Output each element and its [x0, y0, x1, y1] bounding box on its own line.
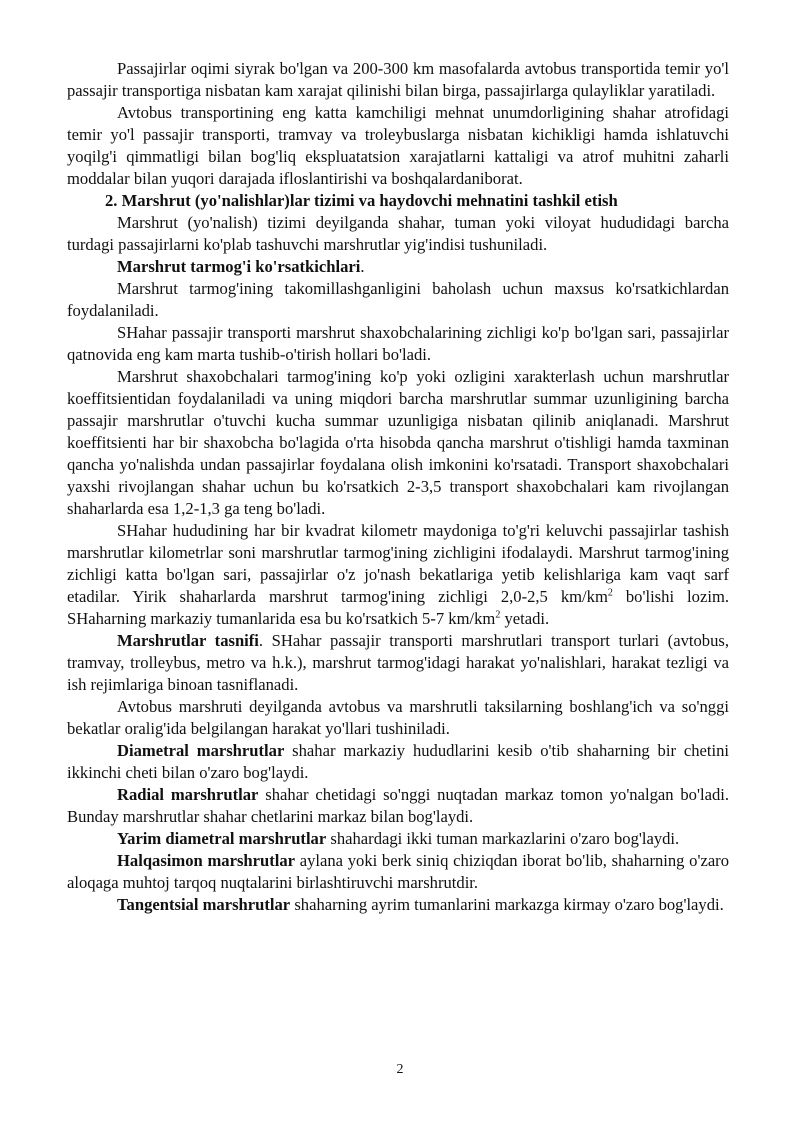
- paragraph-route-coefficient: Marshrut shaxobchalari tarmog'ining ko'p yoki ozligini xarakterlash uchun marshrutlar koeffitsientidan foydalaniladi va uning miqdori barcha marshrutlar summar uzunligining barcha passajir marshrutlar o'tuvchi kucha summar uzunligiga nisbatan qilinib aniqlanadi. Marshrut koeffitsienti har bir shaxobcha bo'lagida o'rta hisobda qancha marshrut o'tishligi hamda taxminan qancha yo'nalishda undan passajirlar foydalana olish imkonini ko'rsatadi. Transport shaxobchalari yaxshi rivojlangan shahar uchun bu ko'rsatkich 2-3,5 transport shaxobchalari kam rivojlangan shaharlarda esa 1,2-1,3 ga teng bo'ladi.: [67, 367, 729, 518]
- paragraph-semi-diametral-routes: Yarim diametral marshrutlar shahardagi ikki tuman markazlarini o'zaro bog'laydi.: [117, 829, 680, 848]
- term-radial-routes: Radial marshrutlar: [117, 785, 259, 804]
- paragraph-bus-drawbacks: Avtobus transportining eng katta kamchiligi mehnat unumdorligining shahar atrofidagi temir yo'l passajir transporti, tramvay va troleybuslarga nisbatan kichikligi hamda ishlatuvchi yoqilg'i qimmatligi bilan bog'liq ekspluatatsion xarajatlarni kattaligi va atrof muhitni zaharli moddalar bilan yuqori darajada ifloslantirishi va boshqalardaniborat.: [67, 103, 729, 188]
- paragraph-bus-route-definition: Avtobus marshruti deyilganda avtobus va marshrutli taksilarning boshlang'ich va so'nggi bekatlar oralig'ida belgilangan harakat yo'llari tushiniladi.: [67, 697, 729, 738]
- paragraph-tangential-routes: Tangentsial marshrutlar shaharning ayrim tumanlarini markazga kirmay o'zaro bog'laydi.: [117, 895, 724, 914]
- section-heading: 2. Marshrut (yo'nalishlar)lar tizimi va haydovchi mehnatini tashkil etish: [105, 191, 618, 210]
- paragraph-radial-routes: Radial marshrutlar shahar chetidagi so'nggi nuqtadan markaz tomon yo'nalgan bo'ladi. Bunday marshrutlar shahar chetlarini markaz bilan bog'laydi.: [67, 785, 729, 826]
- superscript-2: 2: [607, 587, 613, 599]
- document-page: [67, 58, 729, 916]
- paragraph-density-transfers: SHahar passajir transporti marshrut shaxobchalarining zichligi ko'p bo'lgan sari, passajirlar qatnovida eng kam marta tushib-o'tirish hollari bo'ladi.: [67, 323, 729, 364]
- term-tangential-routes: Tangentsial marshrutlar: [117, 895, 291, 914]
- subheading-route-classification: Marshrutlar tasnifi: [117, 631, 259, 650]
- paragraph-network-density: SHahar hududining har bir kvadrat kilometr maydoniga to'g'ri keluvchi passajirlar tashish marshrutlar kilometrlar soni marshrutlar tarmog'ining zichligini ifodalaydi. Marshrut tarmog'ining zichligi katta bo'lgan sari, passajirlar o'z jo'nash bekatlariga yetib kelishlariga kam vaqt sarf etadilar. Yirik shaharlarda marshrut tarmog'ining zichligi 2,0-2,5 $km/km^2$ bo'lishi lozim. SHaharning markaziy tumanlarida esa bu ko'rsatkich 5-7 $km/km^2$ yetadi.: [67, 521, 729, 628]
- paragraph-route-system: Marshrut (yo'nalish) tizimi deyilganda shahar, tuman yoki viloyat hududidagi barcha turdagi passajirlarni ko'plab tashuvchi marshrutlar yig'indisi tushuniladi.: [67, 213, 729, 254]
- paragraph-bus-advantages: Passajirlar oqimi siyrak bo'lgan va 200-300 km masofalarda avtobus transportida temir yo'l passajir transportiga nisbatan kam xarajat qilinishi bilan birga, passajirlarga qulayliklar yaratiladi.: [67, 59, 729, 100]
- page-number: 2: [396, 1062, 404, 1077]
- paragraph-network-indicators: Marshrut tarmog'i ko'rsatkichlari.: [117, 257, 365, 276]
- term-ring-routes: Halqasimon marshrutlar: [117, 851, 296, 870]
- subheading-network-indicators: Marshrut tarmog'i ko'rsatkichlari: [117, 257, 361, 276]
- paragraph-diametral-routes: Diametral marshrutlar shahar markaziy hududlarini kesib o'tib shaharning bir chetini ikkinchi cheti bilan o'zaro bog'laydi.: [67, 741, 729, 782]
- term-semi-diametral-routes: Yarim diametral marshrutlar: [117, 829, 327, 848]
- paragraph-special-indicators: Marshrut tarmog'ining takomillashganligini baholash uchun maxsus ko'rsatkichlardan foydalaniladi.: [67, 279, 729, 320]
- paragraph-ring-routes: Halqasimon marshrutlar aylana yoki berk siniq chiziqdan iborat bo'lib, shaharning o'zaro aloqaga muhtoj tarqoq nuqtalarini birlashtiruvchi marshrutdir.: [67, 851, 730, 892]
- term-diametral-routes: Diametral marshrutlar: [117, 741, 285, 760]
- superscript-2: 2: [495, 609, 501, 621]
- paragraph-route-classification: Marshrutlar tasnifi. SHahar passajir transporti marshrutlari transport turlari (avtobus, tramvay, trolleybus, metro va h.k.), marshrut tarmog'idagi harakat yo'nalishlari, harakat tezligi va ish rejimlariga binoan tasniflanadi.: [67, 631, 729, 694]
